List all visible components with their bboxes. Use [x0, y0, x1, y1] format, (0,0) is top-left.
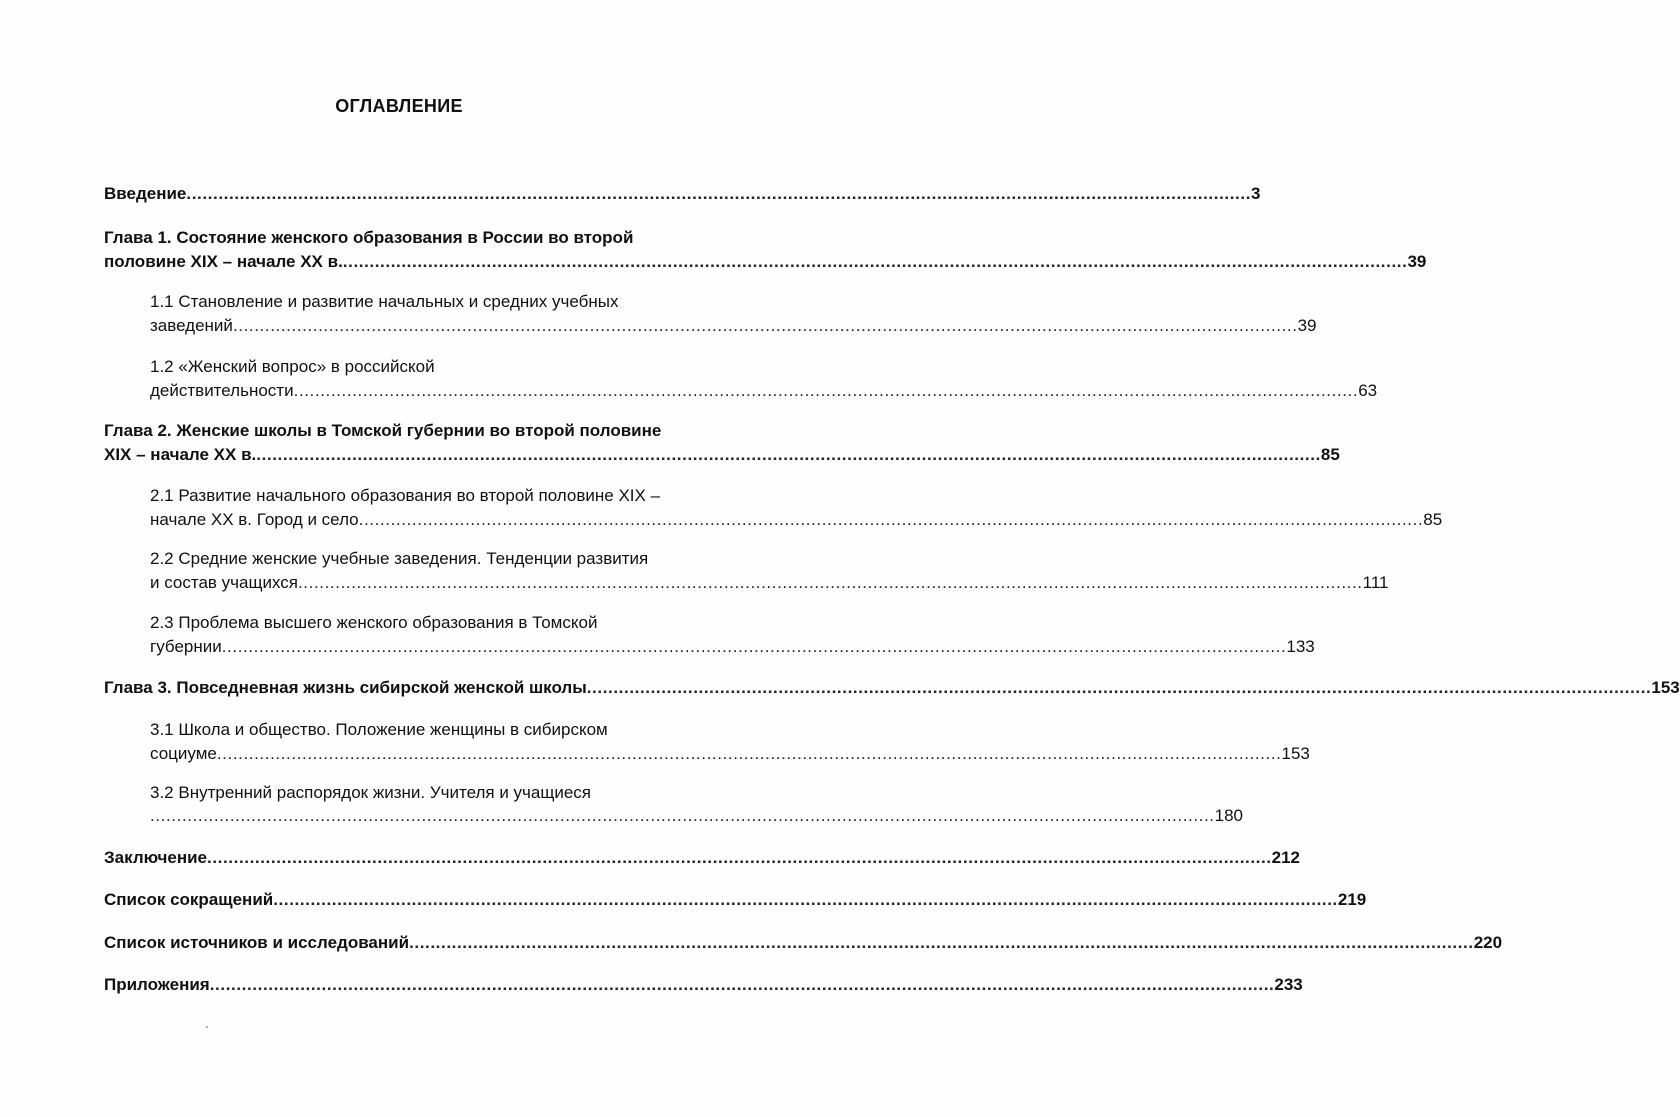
toc-label: Глава 3. Повседневная жизнь сибирской женской школы — [104, 678, 587, 697]
leader-dots: ........................................................................................................................................................................................................ — [209, 975, 1275, 994]
toc-entry-section-3-2[interactable] — [150, 806, 1244, 826]
toc-page-number: 133 — [1286, 637, 1315, 656]
toc-entry-section-2-2[interactable] — [150, 573, 1389, 593]
leader-dots: ........................................................................................................................................................................................................ — [150, 806, 1215, 825]
toc-page-number: 219 — [1337, 890, 1367, 909]
toc-page-number: 39 — [1407, 252, 1427, 271]
toc-page-number: 111 — [1362, 573, 1389, 592]
toc-label: губернии — [150, 637, 222, 656]
leader-dots: ........................................................................................................................................................................................................ — [409, 933, 1474, 952]
scan-speck — [206, 1026, 208, 1028]
leader-dots: ........................................................................................................................................................................................................ — [207, 848, 1272, 867]
toc-page-number: 39 — [1297, 316, 1317, 335]
toc-label: XIX – начале XX в. — [104, 445, 257, 464]
toc-entry-chapter-1[interactable] — [104, 252, 1427, 272]
toc-page-number: 153 — [1281, 744, 1310, 763]
toc-page-number: 233 — [1274, 975, 1303, 994]
page-title: ОГЛАВЛЕНИЕ — [335, 96, 463, 116]
leader-dots: ........................................................................................................................................................................................................ — [293, 381, 1359, 400]
toc-entry-conclusion[interactable] — [104, 848, 1301, 868]
leader-dots: ........................................................................................................................................................................................................ — [586, 678, 1652, 697]
toc-page-number: 153 — [1651, 678, 1680, 697]
toc-label: начале XX в. Город и село — [150, 510, 359, 529]
toc-entry-section-2-1[interactable] — [150, 510, 1443, 530]
toc-label: Заключение — [104, 848, 207, 867]
toc-entry-section-2-3[interactable] — [150, 637, 1315, 657]
toc-section-2-2-line1[interactable]: 2.2 Средние женские учебные заведения. Тенденции развития — [150, 549, 649, 568]
toc-page-number: 212 — [1271, 848, 1301, 867]
toc-label: Список сокращений — [104, 890, 274, 909]
toc-entry-sources[interactable] — [104, 933, 1503, 953]
toc-section-3-2-line1[interactable]: 3.2 Внутренний распорядок жизни. Учителя и учащиеся — [150, 783, 591, 802]
toc-label: и состав учащихся — [150, 573, 298, 592]
toc-label: половине XIX – начале XX в. — [104, 252, 343, 271]
toc-entry-abbreviations[interactable] — [104, 890, 1367, 910]
leader-dots: ........................................................................................................................................................................................................ — [297, 573, 1363, 592]
toc-entry-chapter-2[interactable] — [104, 445, 1340, 465]
leader-dots: ........................................................................................................................................................................................................ — [342, 252, 1408, 271]
toc-entry-section-3-1[interactable] — [150, 744, 1310, 764]
leader-dots: ........................................................................................................................................................................................................ — [358, 510, 1424, 529]
toc-section-1-2-line1[interactable]: 1.2 «Женский вопрос» в российской — [150, 357, 435, 376]
toc-entry-appendices[interactable] — [104, 975, 1303, 995]
leader-dots: ........................................................................................................................................................................................................ — [232, 316, 1298, 335]
toc-page-number: 180 — [1214, 806, 1244, 825]
toc-page-number: 220 — [1473, 933, 1503, 952]
toc-entry-section-1-2[interactable] — [150, 381, 1378, 401]
leader-dots: ........................................................................................................................................................................................................ — [216, 744, 1282, 763]
toc-chapter-2-line1[interactable]: Глава 2. Женские школы в Томской губернии во второй половине — [104, 421, 662, 440]
toc-section-2-1-line1[interactable]: 2.1 Развитие начального образования во второй половине XIX – — [150, 486, 661, 505]
toc-label: социуме — [150, 744, 217, 763]
toc-page-number: 3 — [1251, 184, 1261, 203]
toc-entry-chapter-3[interactable] — [104, 678, 1680, 698]
leader-dots: ........................................................................................................................................................................................................ — [273, 890, 1338, 909]
toc-entry-intro[interactable] — [104, 184, 1261, 204]
toc-page-number: 85 — [1320, 445, 1340, 464]
toc-label: заведений — [150, 316, 233, 335]
toc-page-number: 63 — [1358, 381, 1378, 400]
toc-label: Приложения — [104, 975, 210, 994]
toc-label: Список источников и исследований — [104, 933, 410, 952]
toc-label: действительности — [150, 381, 294, 400]
toc-page-number: 85 — [1423, 510, 1443, 529]
toc-chapter-1-line1[interactable]: Глава 1. Состояние женского образования в России во второй — [104, 228, 634, 247]
leader-dots: ........................................................................................................................................................................................................ — [256, 445, 1321, 464]
leader-dots: ........................................................................................................................................................................................................ — [186, 184, 1252, 203]
toc-entry-section-1-1[interactable] — [150, 316, 1317, 336]
toc-section-1-1-line1[interactable]: 1.1 Становление и развитие начальных и средних учебных — [150, 292, 619, 311]
toc-label: Введение — [104, 184, 187, 203]
toc-section-2-3-line1[interactable]: 2.3 Проблема высшего женского образования в Томской — [150, 613, 598, 632]
leader-dots: ........................................................................................................................................................................................................ — [221, 637, 1287, 656]
toc-section-3-1-line1[interactable]: 3.1 Школа и общество. Положение женщины в сибирском — [150, 720, 608, 739]
